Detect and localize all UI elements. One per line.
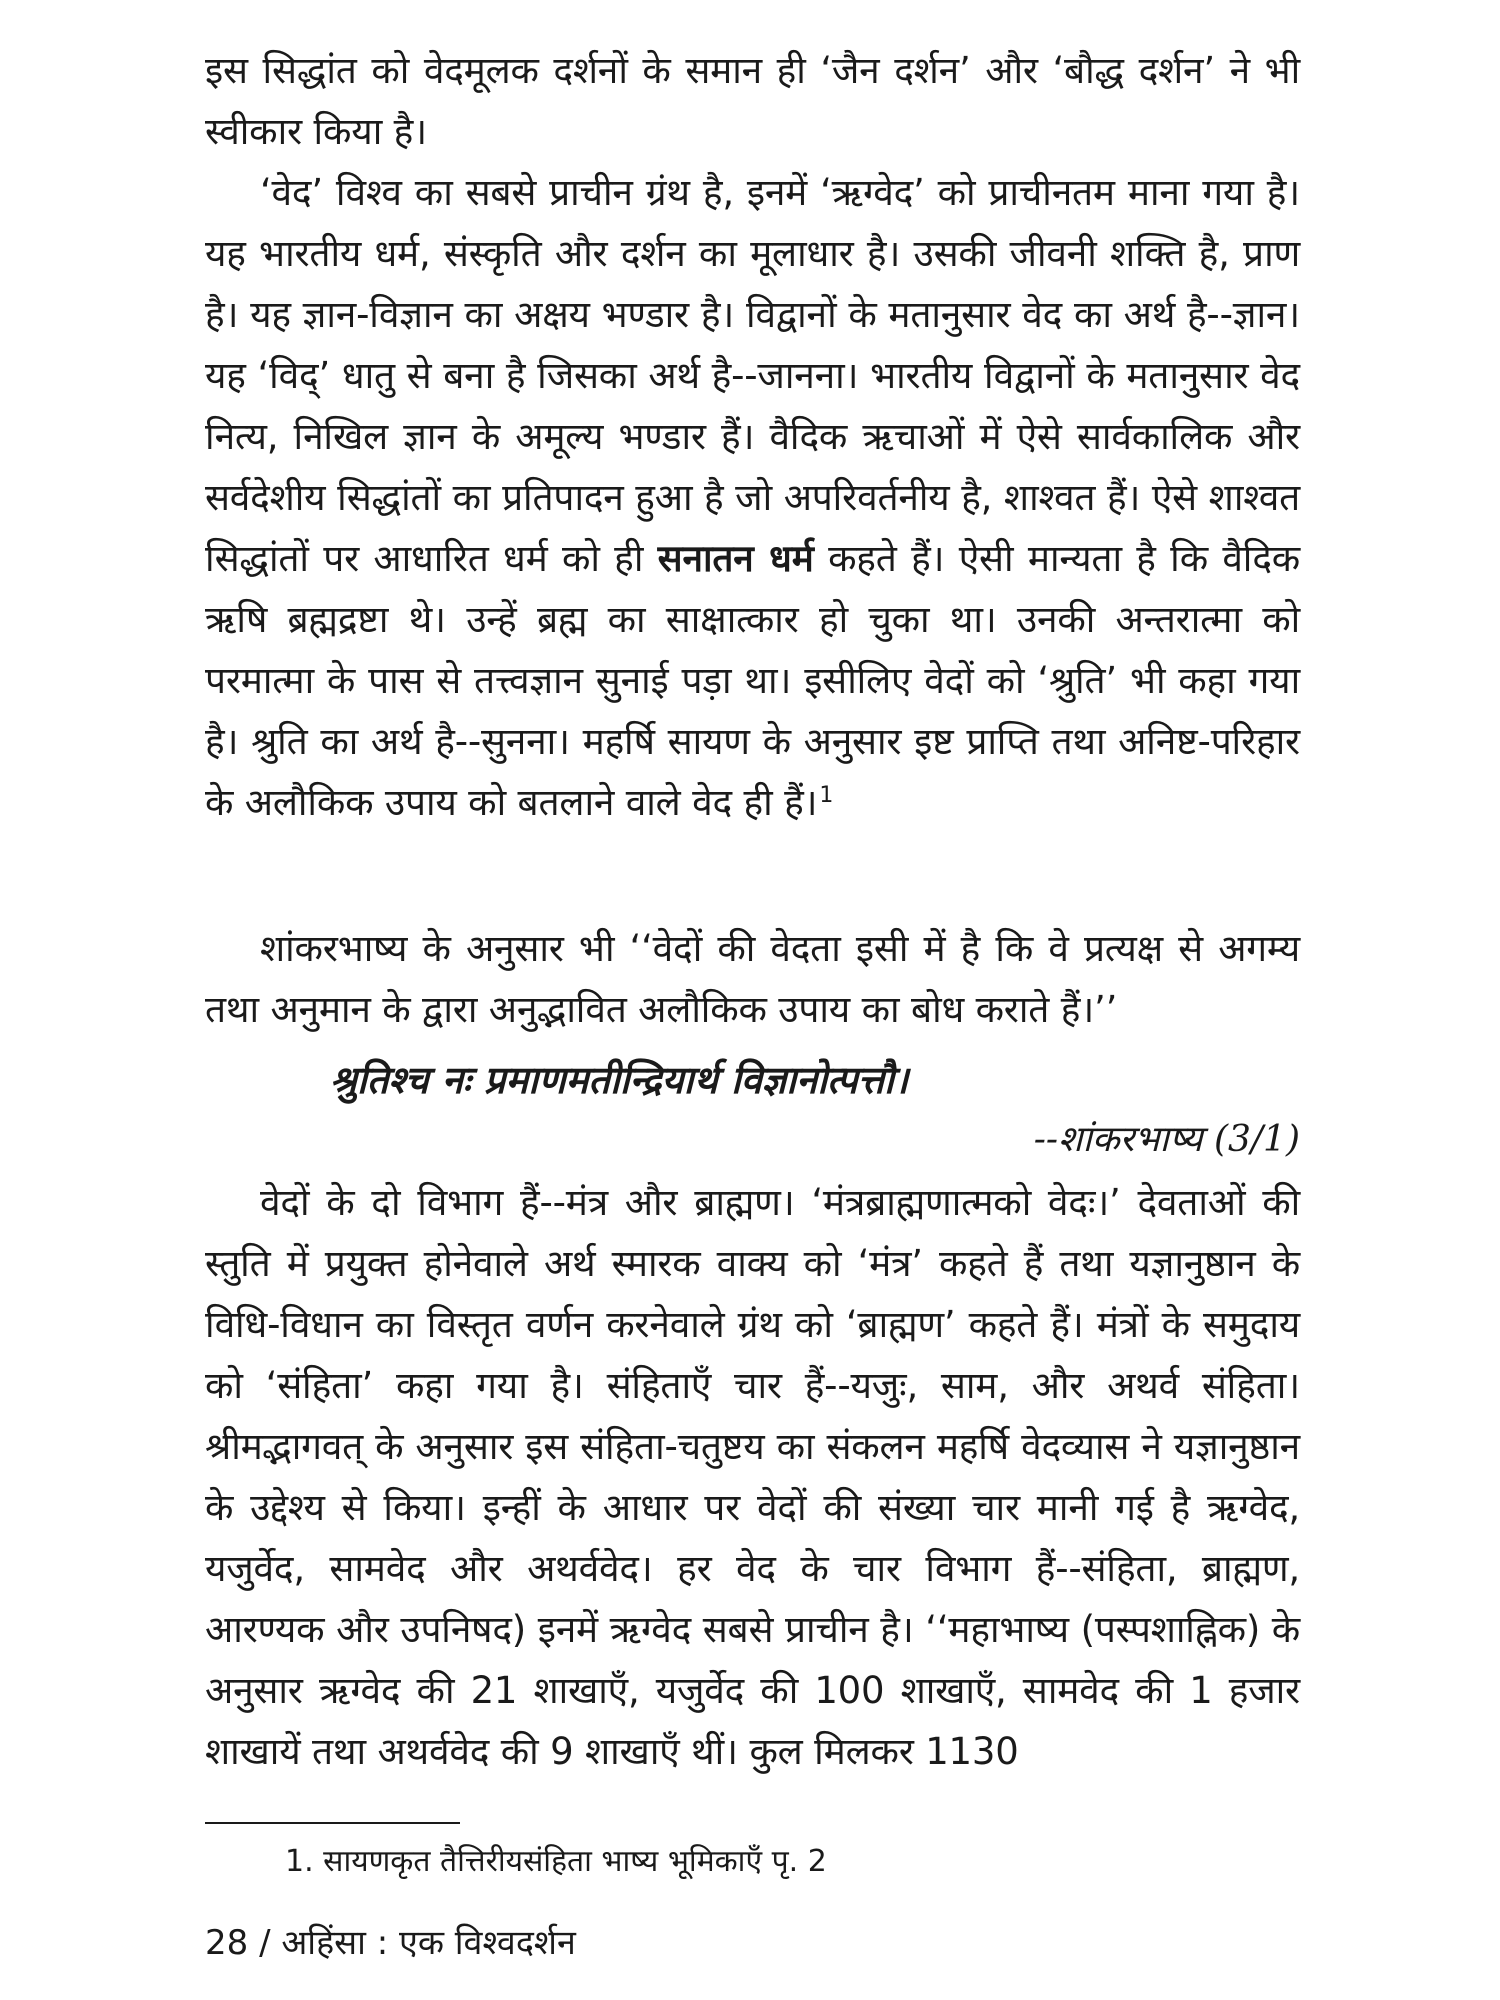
paragraph-4: वेदों के दो विभाग हैं--मंत्र और ब्राह्मण। ‘मंत्रब्राह्मणात्मको वेदः।’ देवताओं की स्तुति में प्रयुक्त होनेवाले अर्थ स्मारक वाक्य को ‘मंत्र’ कहते हैं तथा यज्ञानुष्ठान के विधि-विधान का विस्तृत वर्णन करनेवाले ग्रंथ को ‘ब्राह्मण’ कहते हैं। मंत्रों के समुदाय को ‘संहिता’ कहा गया है। संहिताएँ चार हैं--यजुः, साम, और अथर्व संहिता। श्रीमद्भागवत् के अनुसार इस संहिता-चतुष्टय का संकलन महर्षि वेदव्यास ने यज्ञानुष्ठान के उद्देश्य से किया। इन्हीं के आधार पर वेदों की संख्या चार मानी गई है ऋग्वेद, यजुर्वेद, सामवेद और अथर्ववेद। हर वेद के चार विभाग हैं--संहिता, ब्राह्मण, आरण्यक और उपनिषद) इनमें ऋग्वेद सबसे प्राचीन है। ‘‘महाभाष्य (पस्पशाह्निक) के अनुसार ऋग्वेद की 21 शाखाएँ, यजुर्वेद की 100 शाखाएँ, सामवेद की 1 हजार शाखायें तथा अथर्ववेद की 9 शाखाएँ थीं। कुल मिलकर 1130 — [205, 1181, 1300, 1773]
paragraph-1-block — [205, 40, 1300, 162]
paragraph-2 — [205, 162, 1300, 833]
paragraph-4-block — [205, 1172, 1300, 1782]
verse-attribution: --शांकरभाष्य (3/1) — [1033, 1119, 1300, 1160]
paragraph-3: शांकरभाष्य के अनुसार भी ‘‘वेदों की वेदता इसी में है कि वे प्रत्यक्ष से अगम्य तथा अनुमान के द्वारा अनुद्भावित अलौकिक उपाय का बोध कराते हैं।’’ — [205, 927, 1300, 1031]
footnote-rule — [205, 1822, 460, 1824]
footnote-marker: 1 — [819, 782, 834, 808]
paragraph-3-block — [205, 918, 1300, 1040]
footnote: 1. सायणकृत तैत्तिरीयसंहिता भाष्य भूमिकाएँ पृ. 2 — [285, 1844, 827, 1879]
paragraph-2-block — [205, 162, 1300, 833]
sanatan-dharma-bold: सनातन धर्म — [657, 537, 814, 580]
sanskrit-verse: श्रुतिश्च नः प्रमाणमतीन्द्रियार्थ विज्ञानोत्पत्तौ। — [330, 1057, 909, 1102]
paragraph-2-text-a: ‘वेद’ विश्व का सबसे प्राचीन ग्रंथ है, इनमें ‘ऋग्वेद’ को प्राचीनतम माना गया है। यह भारतीय धर्म, संस्कृति और दर्शन का मूलाधार है। उसकी जीवनी शक्ति है, प्राण है। यह ज्ञान-विज्ञान का अक्षय भण्डार है। विद्वानों के मतानुसार वेद का अर्थ है--ज्ञान। यह ‘विद्’ धातु से बना है जिसका अर्थ है--जानना। भारतीय विद्वानों के मतानुसार वेद नित्य, निखिल ज्ञान के अमूल्य भण्डार हैं। वैदिक ऋचाओं में ऐसे सार्वकालिक और सर्वदेशीय सिद्धांतों का प्रतिपादन हुआ है जो अपरिवर्तनीय है, शाश्वत हैं। ऐसे शाश्वत सिद्धांतों पर आधारित धर्म को ही — [205, 171, 1300, 580]
paragraph-1: इस सिद्धांत को वेदमूलक दर्शनों के समान ही ‘जैन दर्शन’ और ‘बौद्ध दर्शन’ ने भी स्वीकार किया है। — [205, 49, 1300, 153]
paragraph-2-text-b: कहते हैं। ऐसी मान्यता है कि वैदिक ऋषि ब्रह्मद्रष्टा थे। उन्हें ब्रह्म का साक्षात्कार हो चुका था। उनकी अन्तरात्मा को परमात्मा के पास से तत्त्वज्ञान सुनाई पड़ा था। इसीलिए वेदों को ‘श्रुति’ भी कहा गया है। श्रुति का अर्थ है--सुनना। महर्षि सायण के अनुसार इष्ट प्राप्ति तथा अनिष्ट-परिहार के अलौकिक उपाय को बतलाने वाले वेद ही हैं। — [205, 537, 1301, 824]
page-footer: 28 / अहिंसा : एक विश्वदर्शन — [205, 1923, 576, 1963]
